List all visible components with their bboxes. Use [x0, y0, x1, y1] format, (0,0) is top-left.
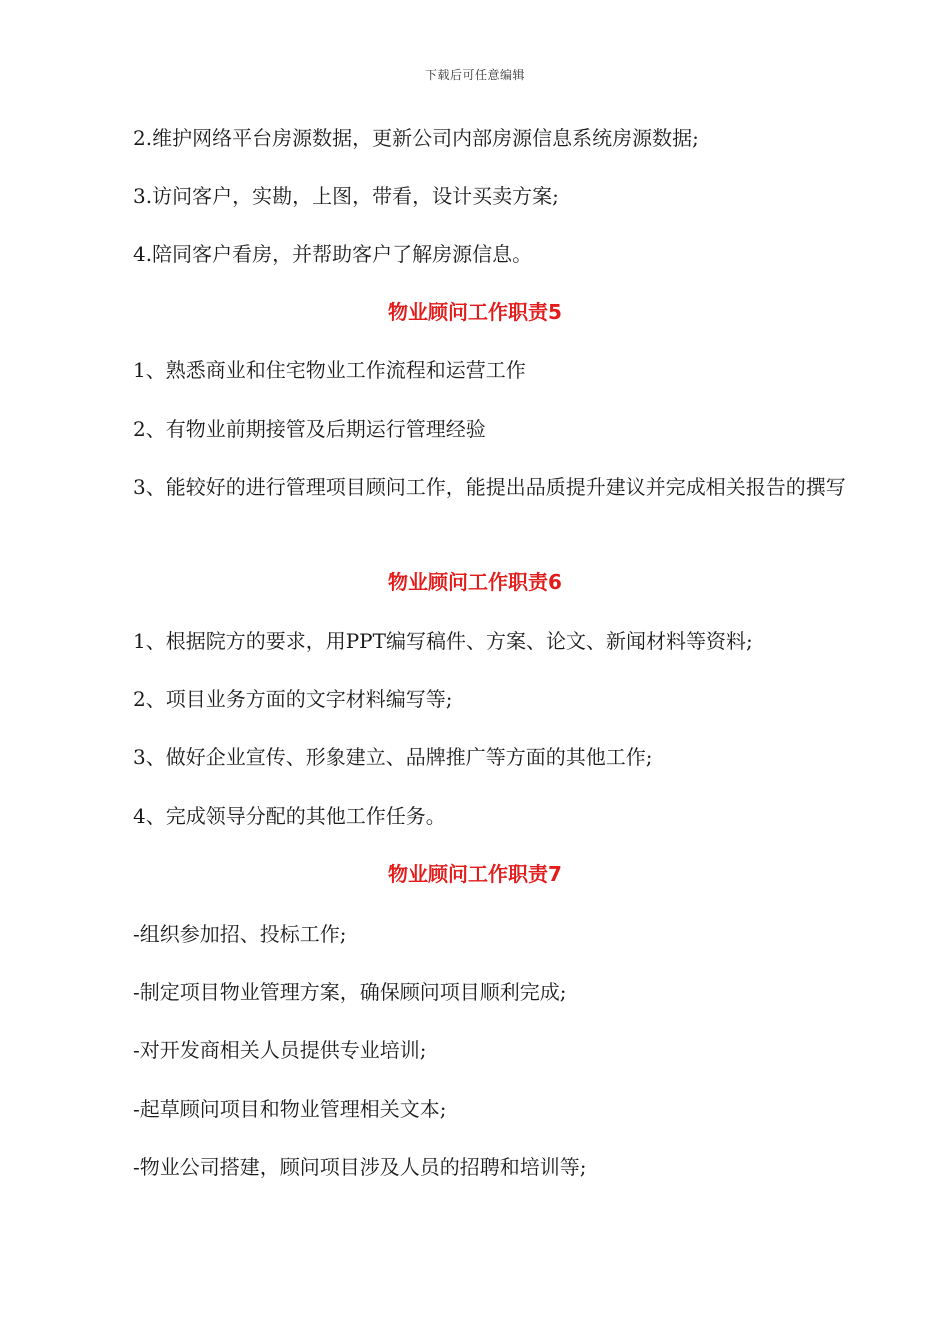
list-item: -制定项目物业管理方案，确保顾问项目顺利完成; — [133, 980, 567, 1004]
list-item: 2、项目业务方面的文字材料编写等; — [133, 687, 453, 711]
list-item: -组织参加招、投标工作; — [133, 922, 347, 946]
list-item: 4、完成领导分配的其他工作任务。 — [133, 804, 446, 828]
list-item: 2.维护网络平台房源数据，更新公司内部房源信息系统房源数据; — [133, 126, 699, 150]
list-item: -起草顾问项目和物业管理相关文本; — [133, 1097, 447, 1121]
list-item: 4.陪同客户看房，并帮助客户了解房源信息。 — [133, 242, 533, 266]
list-item: -物业公司搭建，顾问项目涉及人员的招聘和培训等; — [133, 1155, 587, 1179]
list-item: -对开发商相关人员提供专业培训; — [133, 1038, 427, 1062]
section-heading-6: 物业顾问工作职责6 — [388, 570, 562, 594]
list-item: 3、能较好的进行管理项目顾问工作，能提出品质提升建议并完成相关报告的撰写 — [133, 475, 846, 499]
list-item: 3.访问客户，实勘，上图，带看，设计买卖方案; — [133, 184, 559, 208]
section-heading-5: 物业顾问工作职责5 — [388, 300, 562, 324]
list-item: 1、熟悉商业和住宅物业工作流程和运营工作 — [133, 358, 526, 382]
list-item: 1、根据院方的要求，用PPT编写稿件、方案、论文、新闻材料等资料; — [133, 629, 753, 653]
list-item: 3、做好企业宣传、形象建立、品牌推广等方面的其他工作; — [133, 745, 653, 769]
section-heading-7: 物业顾问工作职责7 — [388, 862, 562, 886]
page-header: 下载后可任意编辑 — [424, 68, 525, 82]
list-item: 2、有物业前期接管及后期运行管理经验 — [133, 417, 486, 441]
